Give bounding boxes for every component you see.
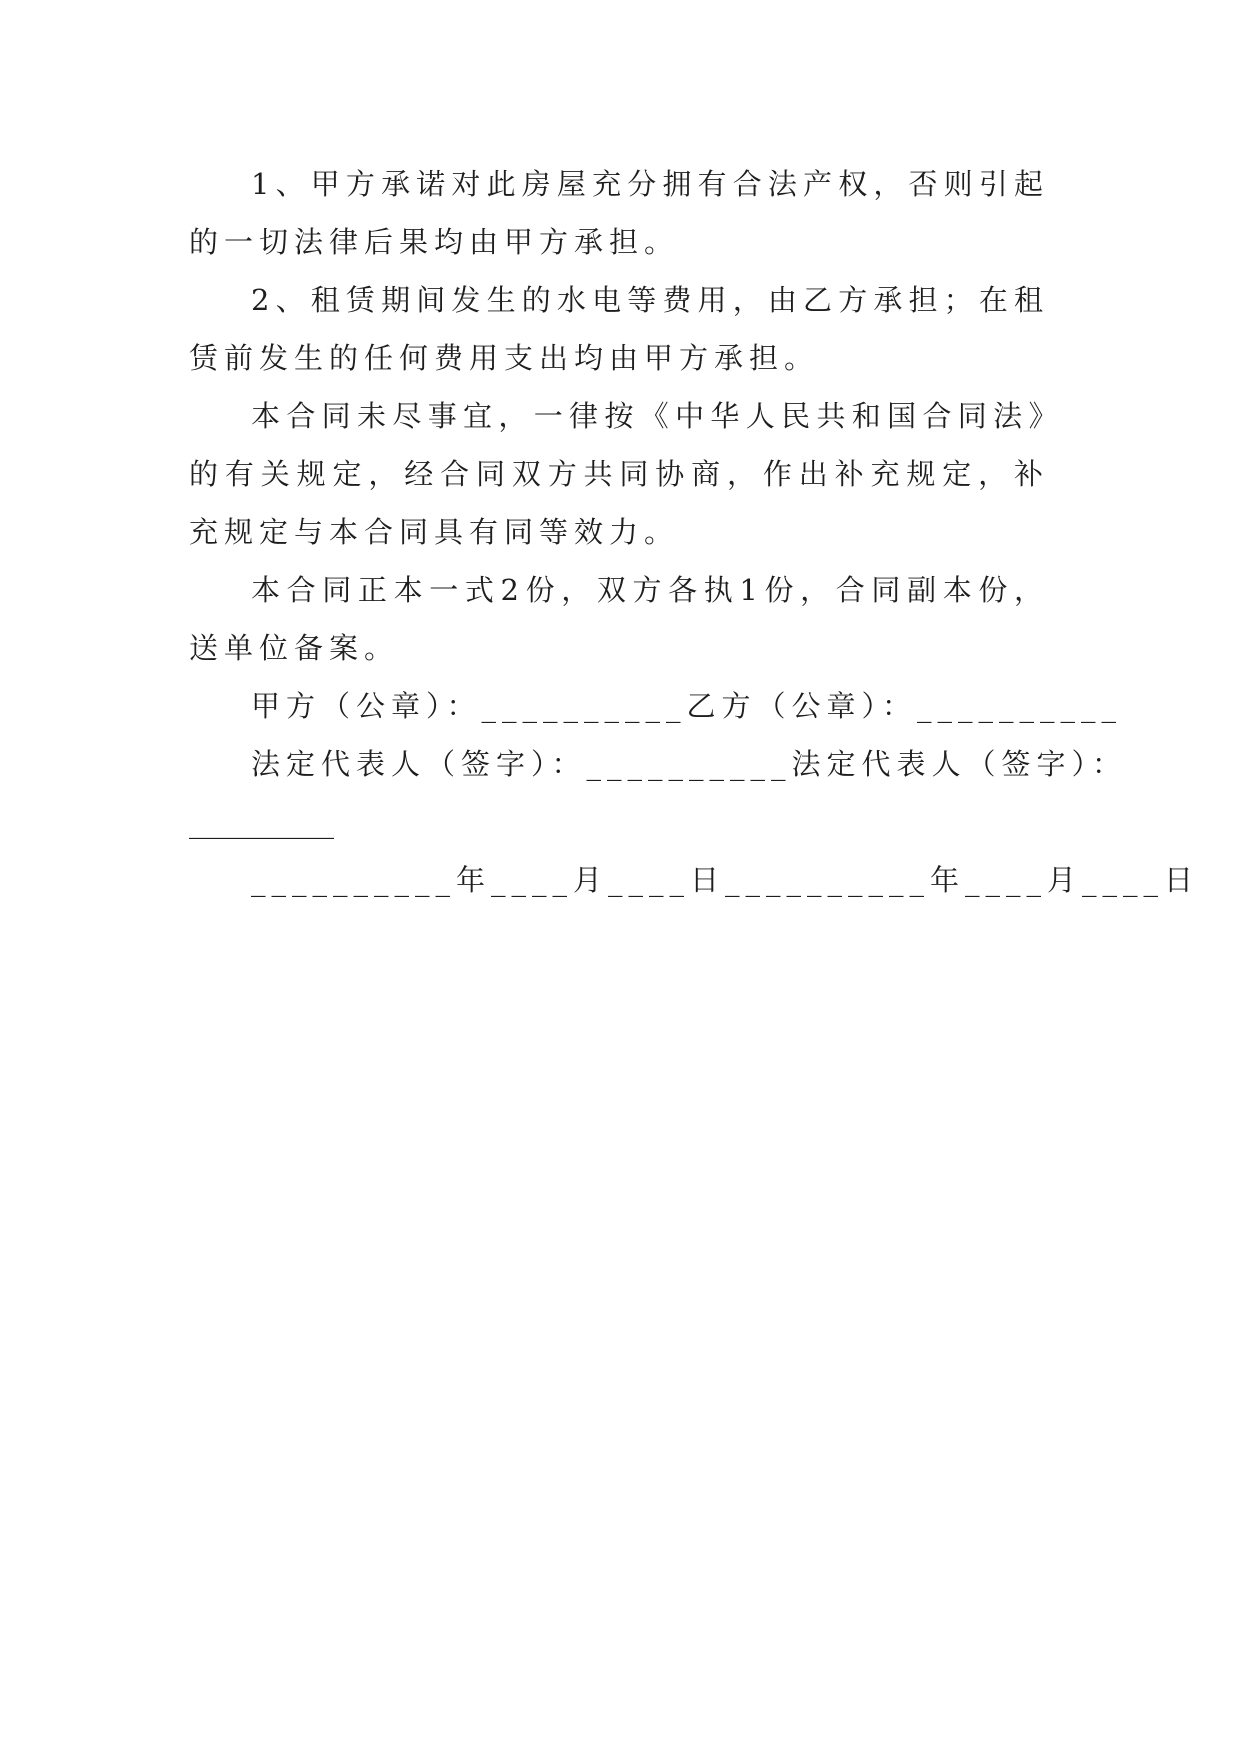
- clause-supplementary: 本合同未尽事宜，一律按《中华人民共和国合同法》的有关规定，经合同双方共同协商，作出补充规定，补充规定与本合同具有同等效力。: [189, 399, 1049, 549]
- seal-signature-line: 甲方（公章）：__________乙方（公章）：__________: [251, 689, 1123, 723]
- representative-signature-blank: __________: [189, 805, 334, 839]
- clause-2: 2、租赁期间发生的水电等费用，由乙方承担；在租赁前发生的任何费用支出均由甲方承担。: [189, 283, 1049, 375]
- document-body: [189, 155, 1200, 909]
- date-line: __________年____月____日__________年____月____日: [251, 863, 1200, 897]
- representative-signature-line: 法定代表人（签字）：__________法定代表人（签字）：: [251, 747, 1128, 781]
- clause-copies: 本合同正本一式2份，双方各执1份，合同副本份，送单位备案。: [189, 573, 1049, 665]
- clause-1: 1、甲方承诺对此房屋充分拥有合法产权，否则引起的一切法律后果均由甲方承担。: [189, 167, 1049, 259]
